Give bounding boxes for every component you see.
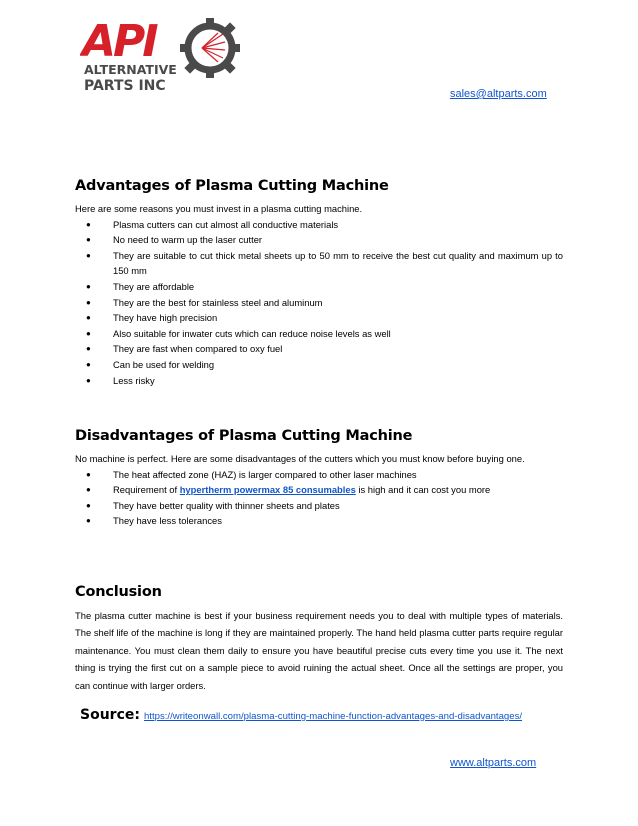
hypertherm-consumables-link[interactable]: hypertherm powermax 85 consumables	[179, 484, 356, 496]
advantages-section	[75, 178, 563, 388]
disadvantages-section	[75, 428, 563, 529]
disadvantages-intro: No machine is perfect. Here are some disadvantages of the cutters which you must know before buying one.	[75, 453, 525, 464]
source-label: Source:	[80, 707, 140, 723]
list-item: ● Also suitable for inwater cuts which can reduce noise levels as well	[86, 327, 391, 339]
advantages-list	[75, 217, 563, 389]
source-link[interactable]: https://writeonwall.com/plasma-cutting-machine-function-advantages-and-disadvantages/	[143, 711, 523, 722]
list-item: ● They are affordable	[86, 280, 195, 292]
list-item: ● Can be used for welding	[86, 358, 215, 370]
logo-line1: ALTERNATIVE	[84, 62, 177, 77]
logo-line2: PARTS INC	[84, 78, 166, 94]
conclusion-title: Conclusion	[75, 584, 162, 600]
email-link[interactable]: sales@altparts.com	[450, 88, 547, 100]
disadvantages-title: Disadvantages of Plasma Cutting Machine	[75, 428, 413, 444]
list-item: ● They have better quality with thinner sheets and plates	[86, 499, 340, 511]
logo-api-text: API	[82, 16, 156, 67]
conclusion-section	[75, 584, 563, 694]
source-line	[80, 706, 522, 724]
api-logo-graphic	[80, 12, 240, 96]
advantages-intro: Here are some reasons you must invest in a plasma cutting machine.	[75, 203, 363, 214]
list-item: ● They have less tolerances	[86, 515, 222, 527]
list-item: ● Plasma cutters can cut almost all conductive materials	[86, 218, 339, 230]
list-item: ● The heat affected zone (HAZ) is larger compared to other laser machines	[86, 468, 417, 480]
gear-icon	[180, 18, 240, 78]
list-item: ● They are suitable to cut thick metal sheets up to 50 mm to receive the best cut quality and maximum up to 150 mm	[86, 249, 563, 277]
advantages-title: Advantages of Plasma Cutting Machine	[75, 178, 389, 194]
list-item: ● Less risky	[86, 374, 155, 386]
list-item: ● No need to warm up the laser cutter	[86, 234, 263, 246]
conclusion-text: The plasma cutter machine is best if your business requirement needs you to deal with multiple types of materials. The shelf life of the machine is long if they are maintained properly. The hand held plasma cutter parts require regular maintenance. You must clean them daily to ensure you have beautiful precise cuts every time you use it. The next thing is trying the first cut on a sample piece to avoid ruining the actual sheet. Once all the settings are proper, you can continue with larger orders.	[75, 610, 563, 691]
disadvantages-list	[75, 467, 563, 529]
company-logo	[80, 12, 240, 96]
list-item: ● They have high precision	[86, 312, 218, 324]
list-item: ● Requirement of hypertherm powermax 85 consumables is high and it can cost you more	[86, 484, 491, 496]
footer-website-link[interactable]: www.altparts.com	[450, 757, 537, 769]
list-item: ● They are the best for stainless steel and aluminum	[86, 296, 323, 308]
list-item: ● They are fast when compared to oxy fuel	[86, 343, 283, 355]
